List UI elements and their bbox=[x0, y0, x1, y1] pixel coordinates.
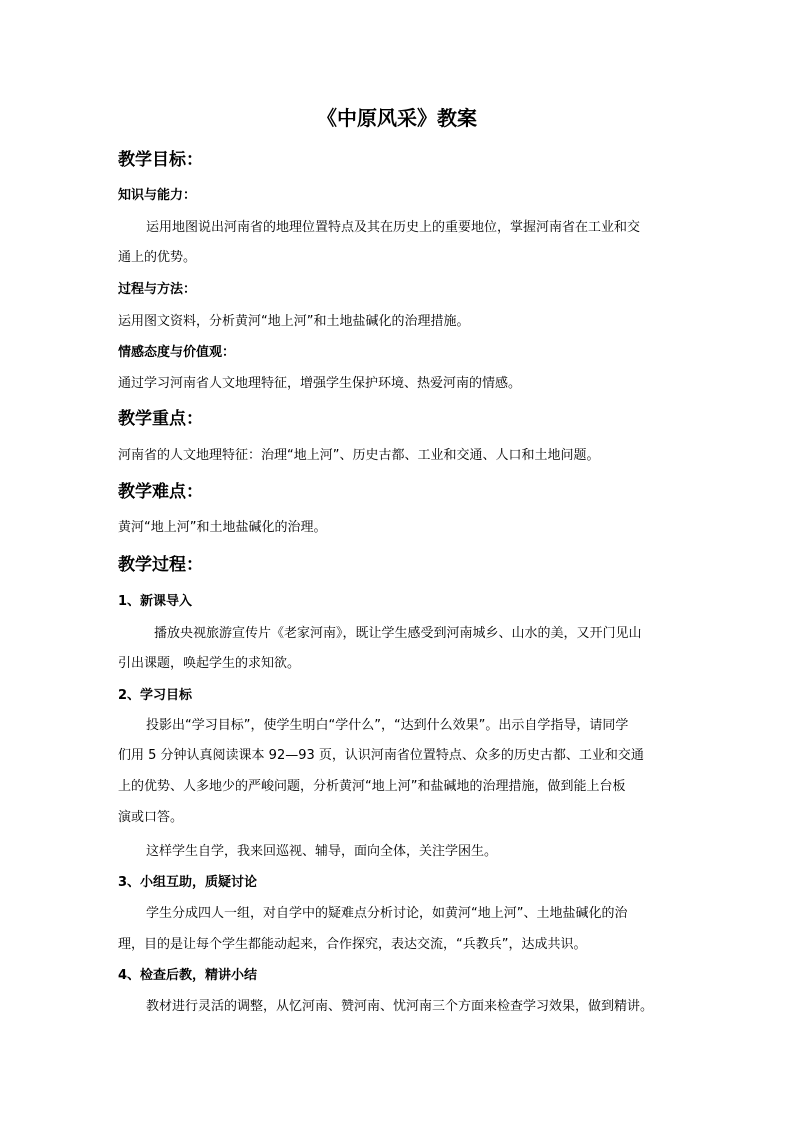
paragraph-line: 通上的优势。 bbox=[118, 250, 197, 265]
step-heading-2: 2、学习目标 bbox=[118, 688, 193, 703]
step-heading-1: 1、新课导入 bbox=[118, 594, 193, 609]
section-heading-key-points: 教学重点： bbox=[118, 409, 203, 429]
paragraph-line: 运用图文资料，分析黄河“地上河”和土地盐碱化的治理措施。 bbox=[118, 314, 470, 329]
paragraph-line: 黄河“地上河”和土地盐碱化的治理。 bbox=[118, 520, 327, 535]
paragraph-line: 这样学生自学，我来回巡视、辅导，面向全体，关注学困生。 bbox=[146, 844, 498, 859]
step-heading-3: 3、小组互助，质疑讨论 bbox=[118, 875, 258, 890]
document-title: 《中原风采》教案 bbox=[317, 106, 477, 130]
paragraph-line: 们用 5 分钟认真阅读课本 92—93 页，认识河南省位置特点、众多的历史古都、工业和交通 bbox=[118, 748, 644, 763]
subheading-process: 过程与方法： bbox=[118, 282, 197, 297]
section-heading-objectives: 教学目标： bbox=[118, 150, 203, 170]
section-heading-process: 教学过程： bbox=[118, 555, 203, 575]
paragraph-line: 播放央视旅游宣传片《老家河南》，既让学生感受到河南城乡、山水的美，又开门见山 bbox=[154, 626, 642, 641]
subheading-attitude: 情感态度与价值观： bbox=[118, 345, 236, 360]
paragraph-line: 投影出“学习目标”，使学生明白“学什么”，“达到什么效果”。出示自学指导，请同学 bbox=[146, 718, 629, 733]
paragraph-line: 演或口答。 bbox=[118, 810, 184, 825]
paragraph-line: 教材进行灵活的调整，从忆河南、赞河南、忧河南三个方面来检查学习效果，做到精讲。 bbox=[146, 999, 654, 1014]
paragraph-line: 通过学习河南省人文地理特征，增强学生保护环境、热爱河南的情感。 bbox=[118, 376, 522, 391]
subheading-knowledge: 知识与能力： bbox=[118, 188, 197, 203]
paragraph-line: 上的优势、人多地少的严峻问题，分析黄河“地上河”和盐碱地的治理措施，做到能上台板 bbox=[118, 779, 626, 794]
step-heading-4: 4、检查后教，精讲小结 bbox=[118, 968, 258, 983]
section-heading-difficulties: 教学难点： bbox=[118, 482, 203, 502]
paragraph-line: 运用地图说出河南省的地理位置特点及其在历史上的重要地位，掌握河南省在工业和交 bbox=[146, 220, 641, 235]
paragraph-line: 河南省的人文地理特征：治理“地上河”、历史古都、工业和交通、人口和土地问题。 bbox=[118, 448, 600, 463]
paragraph-line: 引出课题，唤起学生的求知欲。 bbox=[118, 656, 301, 671]
paragraph-line: 理，目的是让每个学生都能动起来，合作探究，表达交流，“兵教兵”，达成共识。 bbox=[118, 937, 587, 952]
paragraph-line: 学生分成四人一组，对自学中的疑难点分析讨论，如黄河“地上河”、土地盐碱化的治 bbox=[146, 906, 628, 921]
